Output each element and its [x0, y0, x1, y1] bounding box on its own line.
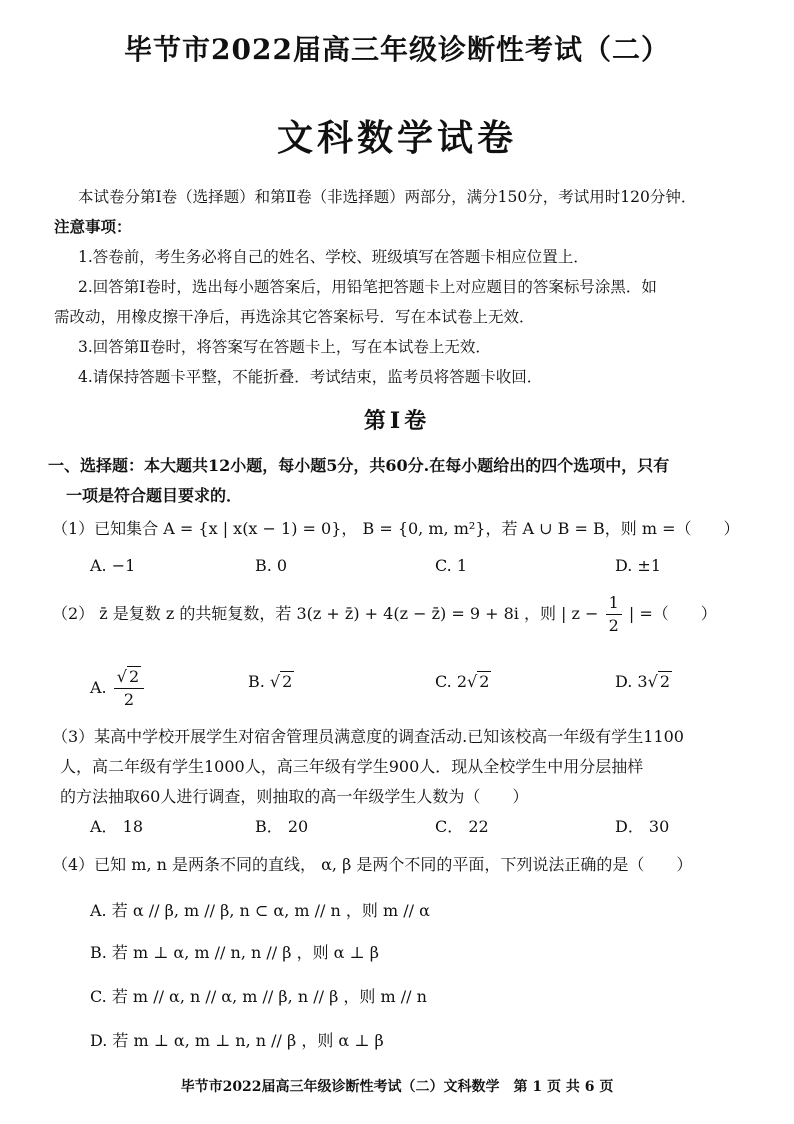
notice-item-1: 1.答卷前，考生务必将自己的姓名、学校、班级填写在答题卡相应位置上．	[78, 248, 589, 266]
question-3-line-1: （3）某高中学校开展学生对宿舍管理员满意度的调查活动.已知该校高一年级有学生1100	[52, 727, 684, 746]
q4-option-d: D. 若 m ⊥ α, m ⊥ n, n // β ，则 α ⊥ β	[90, 1031, 384, 1050]
q4-option-b: B. 若 m ⊥ α, m // n, n // β ，则 α ⊥ β	[90, 943, 379, 962]
q2-stem-part-a: （2） z̄ 是复数 z 的共轭复数，若 3(z + z̄) + 4(z − z̄) = 9 + 8i ，则 | z −	[52, 604, 599, 623]
part-instruction-1: 一、选择题：本大题共12小题，每小题5分，共60分.在每小题给出的四个选项中，只有	[48, 456, 670, 475]
q2-option-a-fraction	[114, 666, 144, 711]
question-2-stem	[52, 590, 762, 638]
q1-option-a: A. −1	[90, 556, 136, 575]
q1-option-d: D. ±1	[615, 556, 662, 575]
q2-stem-part-b: | =（ ）	[628, 604, 717, 623]
q3-option-b: B． 20	[255, 817, 309, 836]
q3-option-a: A． 18	[90, 817, 144, 836]
question-3-line-3: 的方法抽取60人进行调查，则抽取的高一年级学生人数为（ ）	[60, 787, 529, 806]
notice-heading: 注意事项：	[54, 217, 132, 236]
q2-option-a-radicand: 2	[128, 667, 140, 686]
part-instruction-2: 一项是符合题目要求的．	[66, 486, 243, 505]
exam-title: 毕节市2022届高三年级诊断性考试（二）	[124, 33, 670, 66]
q1-option-b: B. 0	[255, 556, 288, 575]
section-title: 第Ⅰ卷	[363, 408, 431, 434]
q2-option-c-label: C. 2	[435, 672, 468, 691]
subject-title: 文科数学试卷	[276, 117, 517, 159]
q2-option-a-numerator: √ 2	[114, 666, 144, 689]
notice-item-3: 3.回答第Ⅱ卷时，将答案写在答题卡上，写在本试卷上无效．	[78, 338, 491, 356]
question-3-line-2: 人，高二年级有学生1000人，高三年级有学生900人．现从全校学生中用分层抽样	[60, 757, 644, 776]
q2-option-a	[90, 666, 146, 711]
notice-item-4: 4.请保持答题卡平整，不能折叠．考试结束，监考员将答题卡收回．	[78, 368, 543, 386]
q4-option-a: A. 若 α // β, m // β, n ⊂ α, m // n ，则 m // α	[90, 901, 430, 920]
q2-option-c: C. 2√ 2	[435, 672, 490, 691]
page-footer: 毕节市2022届高三年级诊断性考试（二）文科数学 第 1 页 共 6 页	[180, 1079, 614, 1095]
q2-option-a-label: A.	[90, 678, 107, 697]
q4-option-c: C. 若 m // α, n // α, m // β, n // β ，则 m // n	[90, 987, 427, 1006]
q2-option-c-radicand: 2	[479, 672, 490, 691]
q2-option-b-label: B.	[248, 672, 265, 691]
q2-option-b-radicand: 2	[282, 672, 293, 691]
question-2-options	[90, 656, 750, 708]
q2-option-d-label: D. 3	[615, 672, 648, 691]
q1-option-c: C. 1	[435, 556, 468, 575]
notice-item-2-cont: 需改动，用橡皮擦干净后，再选涂其它答案标号．写在本试卷上无效．	[54, 308, 535, 326]
q2-option-d-radicand: 2	[659, 672, 670, 691]
q2-option-a-denominator: 2	[123, 690, 135, 709]
q3-option-d: D． 30	[615, 817, 670, 836]
q2-fraction-numerator: 1	[606, 592, 622, 615]
q3-option-c: C． 22	[435, 817, 489, 836]
notice-item-2: 2.回答第Ⅰ卷时，选出每小题答案后，用铅笔把答题卡上对应题目的答案标号涂黑．如	[78, 278, 657, 296]
question-4-stem: （4）已知 m, n 是两条不同的直线， α, β 是两个不同的平面，下列说法正确的是（ ）	[52, 855, 693, 874]
intro-line: 本试卷分第Ⅰ卷（选择题）和第Ⅱ卷（非选择题）两部分，满分150分，考试用时120分钟．	[78, 188, 697, 206]
question-1-options	[90, 556, 750, 586]
q2-option-b: B. √ 2	[248, 672, 293, 691]
question-3-options	[90, 814, 750, 844]
q2-fraction-denominator: 2	[608, 616, 619, 635]
q2-option-d: D. 3√ 2	[615, 672, 670, 691]
question-1-stem: （1）已知集合 A = {x | x(x − 1) = 0}， B = {0, m, m²}，若 A ∪ B = B，则 m =（ ）	[52, 519, 740, 538]
q2-fraction	[606, 592, 622, 637]
